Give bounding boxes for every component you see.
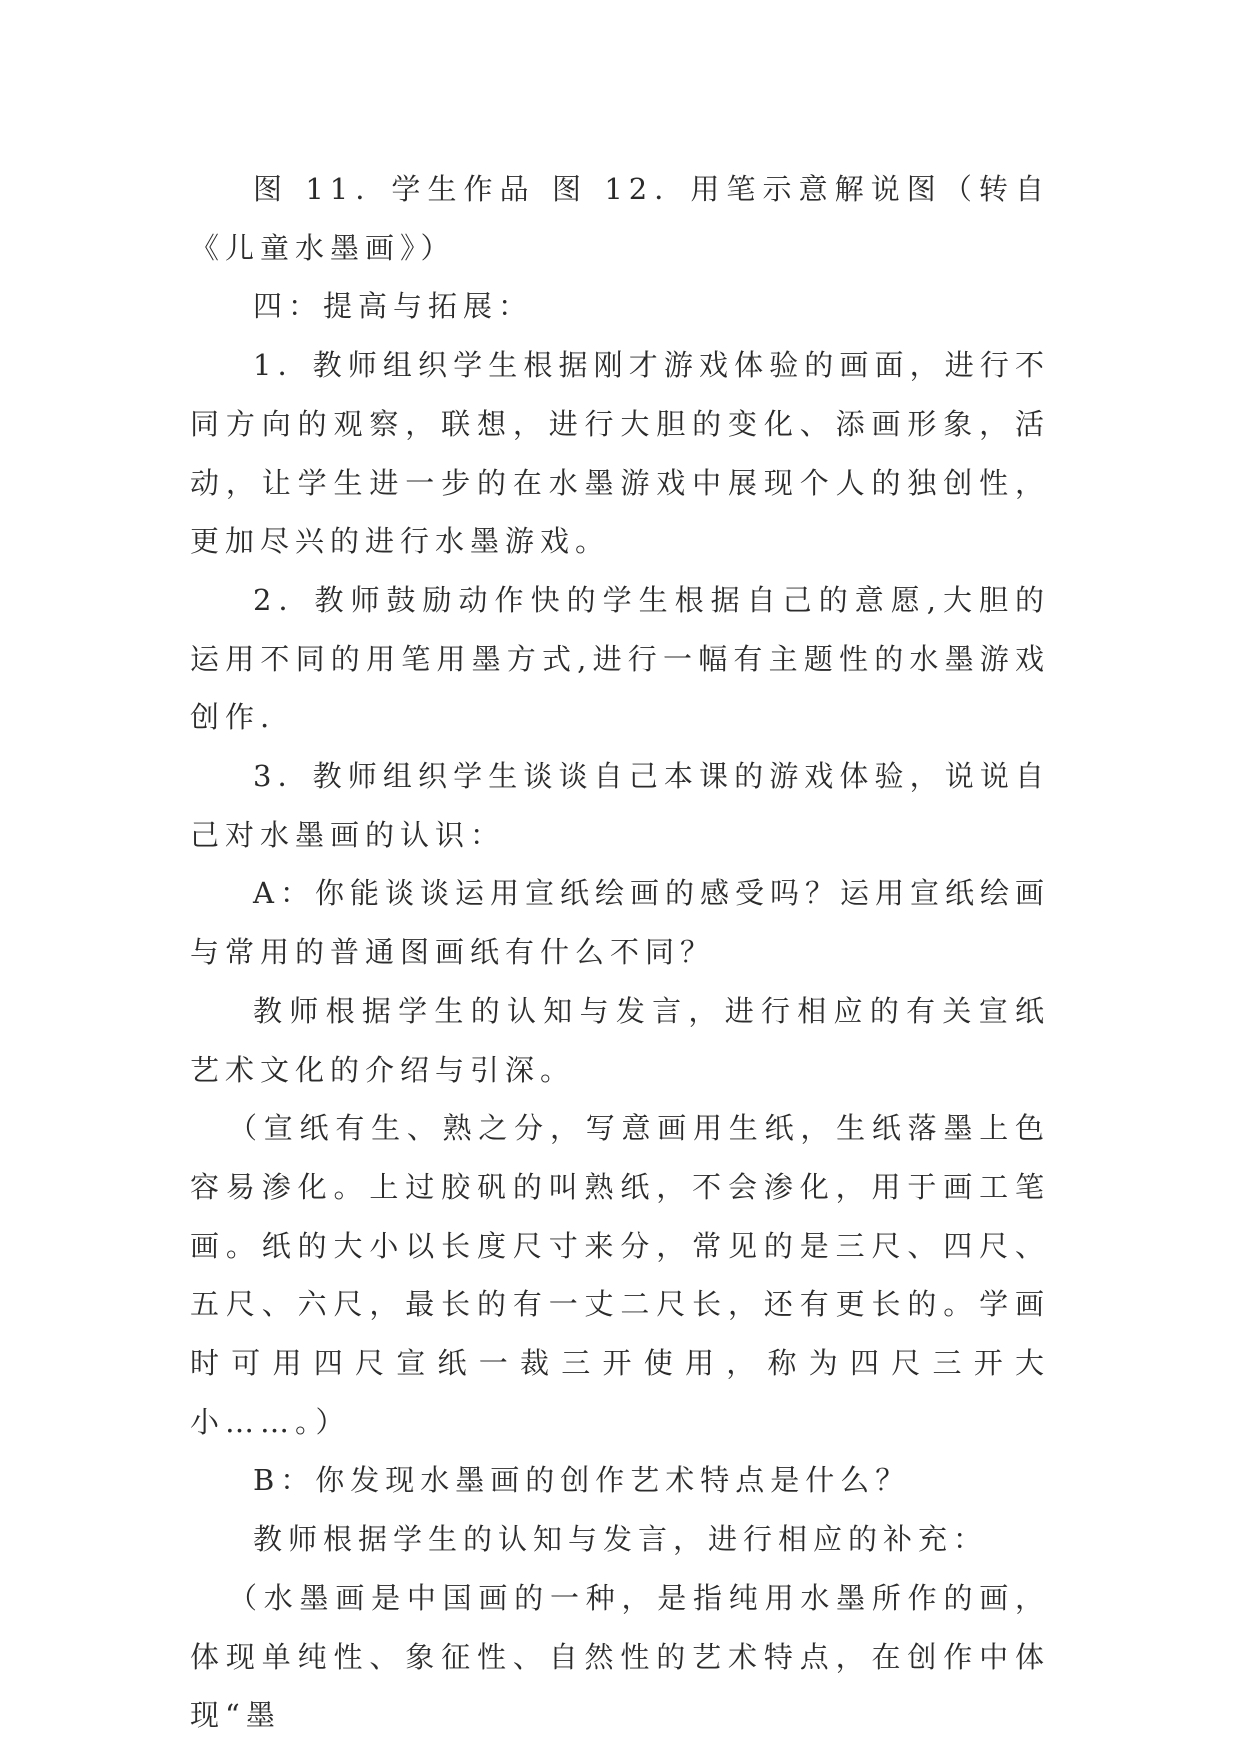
ink-painting-note: （水墨画是中国画的一种，是指纯用水墨所作的画，体现单纯性、象征性、自然性的艺术特点，在创作中体现“墨 [190, 1580, 1050, 1733]
question-b: B：你发现水墨画的创作艺术特点是什么？ [253, 1463, 911, 1498]
teacher-response-b: 教师根据学生的认知与发言，进行相应的补充： [253, 1522, 989, 1557]
xuan-paper-note: （宣纸有生、熟之分，写意画用生纸，生纸落墨上色容易渗化。上过胶矾的叫熟纸，不会渗化，用于画工笔画。纸的大小以长度尺寸来分，常见的是三尺、四尺、五尺、六尺，最长的有一丈二尺长，还有更长的。学画时可用四尺宣纸一裁三开使用，称为四尺三开大小……。） [190, 1111, 1050, 1439]
question-a: A：你能谈谈运用宣纸绘画的感受吗？运用宣纸绘画与常用的普通图画纸有什么不同？ [190, 876, 1050, 970]
teacher-response-a: 教师根据学生的认知与发言，进行相应的有关宣纸艺术文化的介绍与引深。 [190, 993, 1050, 1087]
section-heading: 四：提高与拓展： [253, 289, 534, 324]
paragraph-item-2: 2．教师鼓励动作快的学生根据自己的意愿,大胆的运用不同的用笔用墨方式,进行一幅有主题性的水墨游戏创作. [190, 582, 1050, 735]
document-body [190, 160, 1050, 1745]
paragraph-item-1: 1．教师组织学生根据刚才游戏体验的画面，进行不同方向的观察，联想，进行大胆的变化、添画形象，活动，让学生进一步的在水墨游戏中展现个人的独创性，更加尽兴的进行水墨游戏。 [190, 348, 1050, 559]
figure-caption: 图 11．学生作品 图 12．用笔示意解说图（转自《儿童水墨画》） [190, 172, 1050, 265]
paragraph-item-3: 3．教师组织学生谈谈自己本课的游戏体验，说说自己对水墨画的认识： [190, 759, 1050, 852]
